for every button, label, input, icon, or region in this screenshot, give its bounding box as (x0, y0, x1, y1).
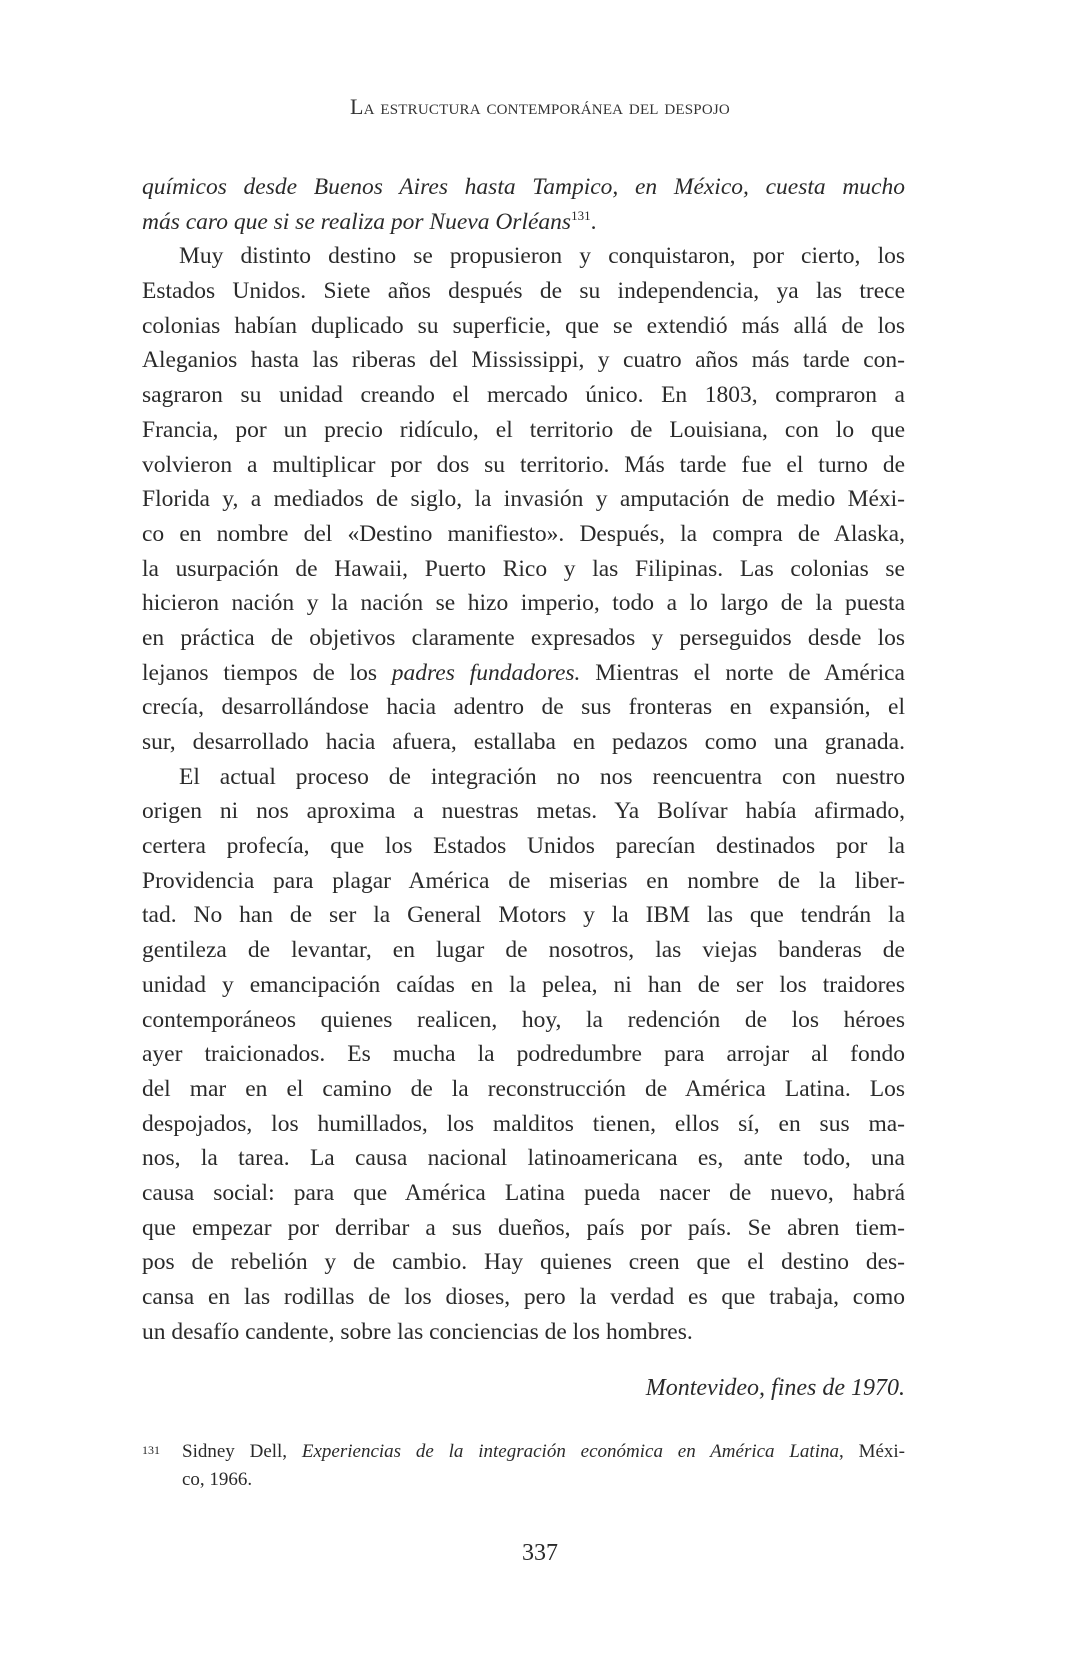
text-segment: colonias habían duplicado su superficie, que se extendió más allá de los (142, 312, 905, 339)
text-segment: despojados, los humillados, los malditos tienen, ellos sí, en sus ma- (142, 1110, 905, 1137)
italic-text: más caro que si se realiza por Nueva Orléans (142, 208, 572, 235)
text-line (142, 517, 905, 552)
main-text (142, 170, 905, 1349)
text-line (142, 1211, 905, 1246)
text-line (142, 1245, 905, 1280)
text-line (142, 586, 905, 621)
text-line (142, 1003, 905, 1038)
text-line (142, 309, 905, 344)
text-line (142, 690, 905, 725)
text-segment: un desafío candente, sobre las conciencias de los hombres. (142, 1318, 693, 1345)
text-line (142, 1072, 905, 1107)
footnote-after-title: , Méxi- (839, 1441, 906, 1462)
text-segment: co en nombre del «Destino manifiesto». Después, la compra de Alaska, (142, 520, 905, 547)
text-segment: gentileza de levantar, en lugar de nosotros, las viejas banderas de (142, 937, 905, 964)
text-segment: Francia, por un precio ridículo, el territorio de Louisiana, con lo que (142, 416, 905, 443)
text-line (142, 829, 905, 864)
text-segment: crecía, desarrollándose hacia adentro de sus fronteras en expansión, el (142, 694, 905, 721)
text-line (142, 898, 905, 933)
footnote (142, 1438, 905, 1494)
text-line (142, 1107, 905, 1142)
text-line (142, 205, 905, 240)
text-line (142, 933, 905, 968)
text-segment: . (590, 208, 597, 235)
text-line (142, 552, 905, 587)
text-line (142, 1280, 905, 1315)
text-segment: lejanos tiempos de los (142, 659, 392, 686)
text-line (142, 621, 905, 656)
text-line (142, 864, 905, 899)
text-segment: sur, desarrollado hacia afuera, estallaba en pedazos como una granada. (142, 729, 905, 755)
footnote-line-2: co, 1966. (182, 1469, 253, 1490)
text-segment: en práctica de objetivos claramente expresados y perseguidos desde los (142, 624, 905, 651)
text-segment: hicieron nación y la nación se hizo imperio, todo a lo largo de la puesta (142, 590, 905, 617)
text-line (142, 794, 905, 829)
text-segment: pos de rebelión y de cambio. Hay quienes creen que el destino des- (142, 1249, 905, 1276)
footnote-reference: 131 (571, 207, 591, 223)
running-header: La estructura contemporánea del despojo (350, 94, 730, 119)
text-segment: nos, la tarea. La causa nacional latinoamericana es, ante todo, una (142, 1145, 905, 1172)
footnote-number: 131 (142, 1443, 160, 1457)
text-line (142, 1037, 905, 1072)
text-line (142, 725, 905, 760)
text-segment: Estados Unidos. Siete años después de su independencia, ya las trece (142, 278, 905, 305)
text-segment: certera profecía, que los Estados Unidos parecían destinados por la (142, 833, 905, 860)
text-line (142, 170, 905, 205)
text-line (142, 274, 905, 309)
text-segment: que empezar por derribar a sus dueños, país por país. Se abren tiem- (142, 1214, 905, 1241)
text-segment: Aleganios hasta las riberas del Mississippi, y cuatro años más tarde con- (142, 347, 905, 374)
text-line (142, 656, 905, 691)
page-number: 337 (522, 1540, 558, 1566)
text-line (142, 1176, 905, 1211)
text-line (142, 378, 905, 413)
italic-text: químicos desde Buenos Aires hasta Tampico, en México, cuesta mucho (142, 174, 905, 200)
text-line (142, 1141, 905, 1176)
text-segment: Mientras el norte de América (580, 659, 905, 686)
text-line (142, 448, 905, 483)
text-line (142, 413, 905, 448)
footnote-author: Sidney Dell, (182, 1441, 302, 1462)
text-segment: El actual proceso de integración no nos reencuentra con nuestro (179, 763, 905, 790)
text-segment: del mar en el camino de la reconstrucción de América Latina. Los (142, 1075, 905, 1102)
text-segment: contemporáneos quienes realicen, hoy, la redención de los héroes (142, 1006, 905, 1033)
text-line (142, 239, 905, 274)
text-segment: la usurpación de Hawaii, Puerto Rico y las Filipinas. Las colonias se (142, 555, 905, 582)
text-segment: sagraron su unidad creando el mercado único. En 1803, compraron a (142, 382, 905, 409)
text-line (142, 482, 905, 517)
text-segment: tad. No han de ser la General Motors y la IBM las que tendrán la (142, 902, 905, 929)
text-line (142, 760, 905, 795)
text-segment: ayer traicionados. Es mucha la podredumbre para arrojar al fondo (142, 1041, 905, 1068)
footnote-title: Experiencias de la integración económica en América Latina (301, 1441, 839, 1462)
text-segment: cansa en las rodillas de los dioses, pero la verdad es que trabaja, como (142, 1284, 905, 1310)
text-line (142, 968, 905, 1003)
text-segment: unidad y emancipación caídas en la pelea, ni han de ser los traidores (142, 971, 905, 998)
text-segment: volvieron a multiplicar por dos su territorio. Más tarde fue el turno de (142, 451, 905, 478)
text-line (142, 343, 905, 378)
text-segment: causa social: para que América Latina pueda nacer de nuevo, habrá (142, 1179, 905, 1206)
text-segment: Muy distinto destino se propusieron y conquistaron, por cierto, los (179, 243, 905, 270)
italic-text: padres fundadores. (391, 659, 581, 686)
text-line (142, 1315, 905, 1350)
text-segment: origen ni nos aproxima a nuestras metas. Ya Bolívar había afirmado, (142, 798, 905, 825)
signoff-place-date: Montevideo, fines de 1970. (645, 1375, 905, 1401)
text-segment: Providencia para plagar América de miserias en nombre de la liber- (142, 867, 905, 894)
text-segment: Florida y, a mediados de siglo, la invasión y amputación de medio Méxi- (142, 486, 905, 513)
